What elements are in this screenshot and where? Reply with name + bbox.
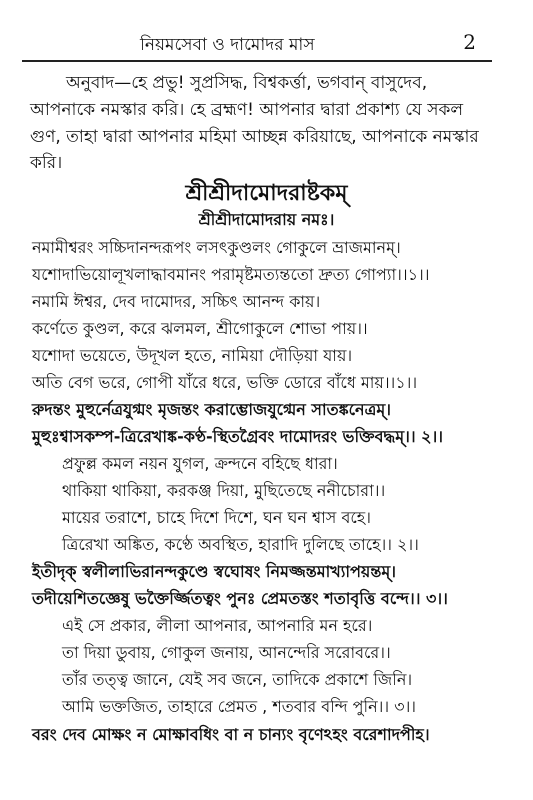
verse-line-3: নমামি ঈশ্বর, দেব দামোদর, সচ্চিৎ আনন্দ কায়। (32, 292, 321, 311)
verse-line-11: মায়ের তরাশে, চাহে দিশে দিশে, ঘন ঘন শ্বাস বহে। (62, 508, 371, 527)
verse-line-19: বরং দেব মোক্ষং ন মোক্ষাবধিং বা ন চান্যং বৃণেঽহং বরেশাদপীহ। (32, 725, 430, 744)
verse-line-6: অতি বেগ ভরে, গোপী যাঁরে ধরে, ভক্তি ডোরে বাঁধে মায়।।১।। (32, 373, 418, 392)
running-header-title: নিয়মসেবা ও দামোদর মাস (140, 35, 315, 55)
verse-line-10: থাকিয়া থাকিয়া, করকঞ্জ দিয়া, মুছিতেছে ননীচোরা।। (62, 481, 386, 500)
translation-line-2: আপনাকে নমস্কার করি। হে ব্রহ্মণ! আপনার দ্বারা প্রকাশ্য যে সকল (30, 100, 464, 120)
section-title: শ্রীশ্রীদামোদরাষ্টকম্ (185, 181, 348, 206)
verse-line-7: রুদন্তং মুহুর্নেত্রযুগ্মং মৃজন্তং করাম্ভোজযুগ্মেন সাতঙ্কনেত্রম্। (32, 400, 391, 419)
verse-line-9: প্রফুল্ল কমল নয়ন যুগল, ক্রন্দনে বহিছে ধারা। (62, 454, 338, 473)
translation-line-4: করি। (30, 153, 63, 173)
verse-line-18: আমি ভক্তজিত, তাহারে প্রেমত , শতবার বন্দি পুনি।। ৩।। (62, 697, 417, 716)
verse-line-4: কর্ণেতে কুণ্ডল, করে ঝলমল, শ্রীগোকুলে শোভা পায়।। (32, 319, 368, 338)
verse-line-5: যশোদা ভয়েতে, উদূখল হতে, নামিয়া দৌড়িয়া যায়। (32, 346, 353, 365)
verse-line-12: ত্রিরেখা অঙ্কিত, কণ্ঠে অবস্থিত, হারাদি দুলিছে তাহে।। ২।। (62, 535, 419, 554)
translation-line-1: অনুবাদ—হে প্রভু! সুপ্রসিদ্ধ, বিশ্বকর্ত্তা, ভগবান্ বাসুদেব, (66, 73, 428, 93)
verse-line-15: এই সে প্রকার, লীলা আপনার, আপনারি মন হরে। (62, 616, 373, 635)
verse-line-16: তা দিয়া ডুবায়, গোকুল জনায়, আনন্দেরি সরোবরে।। (62, 643, 391, 662)
verse-line-2: যশোদাভিয়োলূখলাদ্ধাবমানং পরামৃষ্টমত্যন্ততো দ্রুত্য গোপ্যা।।১।। (32, 265, 430, 284)
verse-line-13: ইতীদৃক্ স্বলীলাভিরানন্দকুণ্ডে স্বঘোষং নিমজ্জন্তমাখ্যাপয়ন্তম্। (32, 562, 396, 581)
verse-line-14: তদীয়েশিতজ্ঞেষু ভক্তৈর্জ্জিতত্বং পুনঃ প্রেমতস্তং শতাবৃত্তি বন্দে।। ৩।। (32, 589, 448, 608)
translation-line-3: গুণ, তাহা দ্বারা আপনার মহিমা আচ্ছন্ন করিয়াছে, আপনাকে নমস্কার (30, 127, 479, 147)
page-number: 2 (463, 30, 476, 54)
verse-line-8: মুহুঃশ্বাসকম্প-ত্রিরেখাঙ্ক-কণ্ঠ-স্থিতগ্রৈবং দামোদরং ভক্তিবদ্ধম্।। ২।। (32, 427, 443, 446)
section-subtitle: শ্রীশ্রীদামোদরায় নমঃ। (198, 210, 335, 229)
page-header (22, 30, 492, 62)
verse-line-17: তাঁর তত্ত্ব জানে, যেই সব জনে, তাদিকে প্রকাশে জিনি। (62, 670, 413, 689)
verse-line-1: নমামীশ্বরং সচ্চিদানন্দরূপং লসৎকুণ্ডলং গোকুলে ভ্রাজমানম্। (32, 238, 401, 257)
